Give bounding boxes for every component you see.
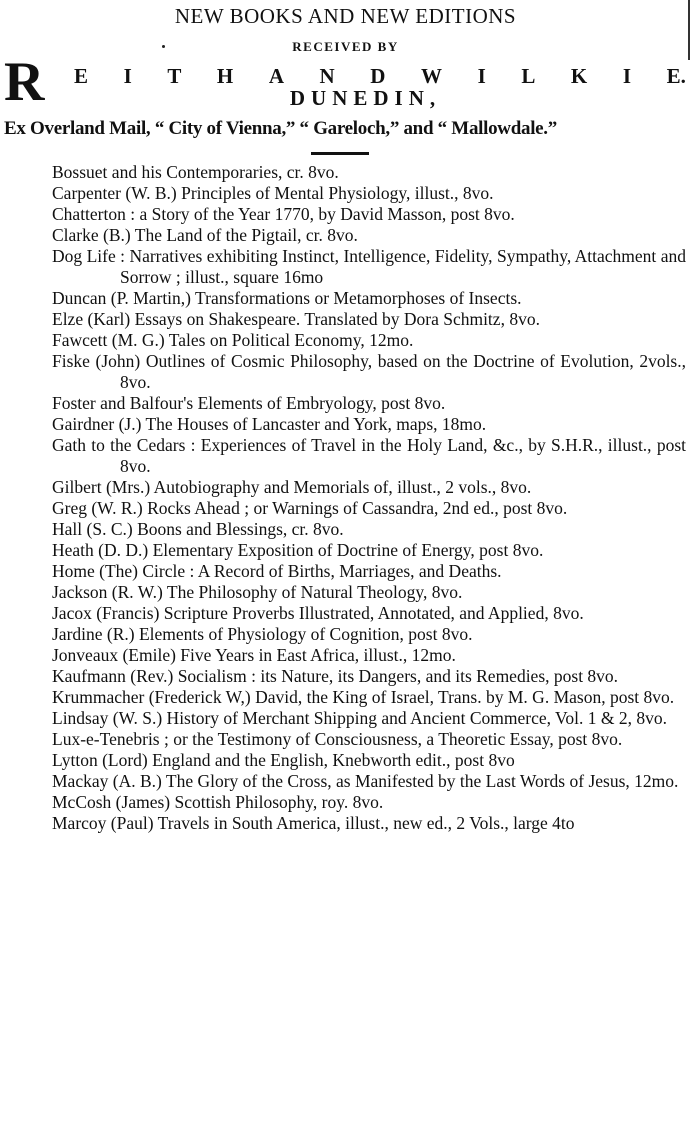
firm-letter: D	[370, 64, 386, 88]
book-entry: Lytton (Lord) England and the English, Knebworth edit., post 8vo	[52, 750, 515, 770]
book-entry: Krummacher (Frederick W,) David, the King of Israel, Trans. by M. G. Mason, post 8vo.	[52, 687, 675, 707]
book-entry: Gath to the Cedars : Experiences of Travel in the Holy Land, &c., by S.H.R., illust., post 8vo.	[52, 435, 686, 476]
firm-letter: I	[477, 64, 486, 88]
firm-letter: W	[421, 64, 443, 88]
book-entry: Hall (S. C.) Boons and Blessings, cr. 8vo.	[52, 519, 344, 539]
drop-cap: R	[4, 51, 45, 113]
book-entry: Gilbert (Mrs.) Autobiography and Memorials of, illust., 2 vols., 8vo.	[52, 477, 532, 497]
book-entry: Foster and Balfour's Elements of Embryology, post 8vo.	[52, 393, 446, 413]
book-entry: Home (The) Circle : A Record of Births, Marriages, and Deaths.	[52, 561, 502, 581]
book-entry: Jardine (R.) Elements of Physiology of Cognition, post 8vo.	[52, 624, 473, 644]
book-entry: Jackson (R. W.) The Philosophy of Natural Theology, 8vo.	[52, 582, 463, 602]
book-entry: Chatterton : a Story of the Year 1770, by David Masson, post 8vo.	[52, 204, 515, 224]
book-entry: Jonveaux (Emile) Five Years in East Africa, illust., 12mo.	[52, 645, 456, 665]
book-entry: Lux-e-Tenebris ; or the Testimony of Consciousness, a Theoretic Essay, post 8vo.	[52, 729, 623, 749]
book-entry: Gairdner (J.) The Houses of Lancaster and York, maps, 18mo.	[52, 414, 487, 434]
firm-name	[74, 64, 686, 88]
firm-letter: N	[319, 64, 335, 88]
book-entry: Bossuet and his Contemporaries, cr. 8vo.	[52, 162, 339, 182]
book-entry: Marcoy (Paul) Travels in South America, illust., new ed., 2 Vols., large 4to	[52, 813, 575, 833]
firm-letter: I	[622, 64, 631, 88]
advert-title: NEW BOOKS AND NEW EDITIONS	[174, 4, 517, 28]
book-entry: Jacox (Francis) Scripture Proverbs Illustrated, Annotated, and Applied, 8vo.	[52, 603, 584, 623]
book-list	[52, 162, 686, 834]
book-entry: Fawcett (M. G.) Tales on Political Economy, 12mo.	[52, 330, 414, 350]
book-entry: Carpenter (W. B.) Principles of Mental Physiology, illust., 8vo.	[52, 183, 494, 203]
book-entry: Greg (W. R.) Rocks Ahead ; or Warnings of Cassandra, 2nd ed., post 8vo.	[52, 498, 568, 518]
firm-letter: L	[521, 64, 536, 88]
firm-letter: K	[570, 64, 588, 88]
firm-letter: A	[268, 64, 284, 88]
received-by-line: RECEIVED BY	[292, 39, 399, 54]
book-entry: Duncan (P. Martin,) Transformations or Metamorphoses of Insects.	[52, 288, 522, 308]
book-entry: Elze (Karl) Essays on Shakespeare. Translated by Dora Schmitz, 8vo.	[52, 309, 540, 329]
firm-letter: I	[123, 64, 132, 88]
book-entry: Clarke (B.) The Land of the Pigtail, cr. 8vo.	[52, 225, 358, 245]
book-entry: Lindsay (W. S.) History of Merchant Shipping and Ancient Commerce, Vol. 1 & 2, 8vo.	[52, 708, 668, 728]
firm-letter: T	[167, 64, 182, 88]
book-entry: Kaufmann (Rev.) Socialism : its Nature, its Dangers, and its Remedies, post 8vo.	[52, 666, 619, 686]
book-entry: Dog Life : Narratives exhibiting Instinct, Intelligence, Fidelity, Sympathy, Attachment and Sorrow ; illust., square 16mo	[52, 246, 686, 287]
firm-letter: H	[216, 64, 234, 88]
book-entry: Fiske (John) Outlines of Cosmic Philosophy, based on the Doctrine of Evolution, 2vols., 8vo.	[52, 351, 686, 392]
firm-letter: E.	[666, 64, 686, 88]
divider-rule	[311, 152, 369, 155]
book-entry: Mackay (A. B.) The Glory of the Cross, as Manifested by the Last Words of Jesus, 12mo.	[52, 771, 679, 791]
mail-line: Ex Overland Mail, “ City of Vienna,” “ Gareloch,” and “ Mallowdale.”	[4, 118, 557, 139]
firm-letter: E	[74, 64, 89, 88]
book-entry: Heath (D. D.) Elementary Exposition of Doctrine of Energy, post 8vo.	[52, 540, 544, 560]
city-name: DUNEDIN,	[289, 86, 442, 110]
book-entry: McCosh (James) Scottish Philosophy, roy. 8vo.	[52, 792, 384, 812]
